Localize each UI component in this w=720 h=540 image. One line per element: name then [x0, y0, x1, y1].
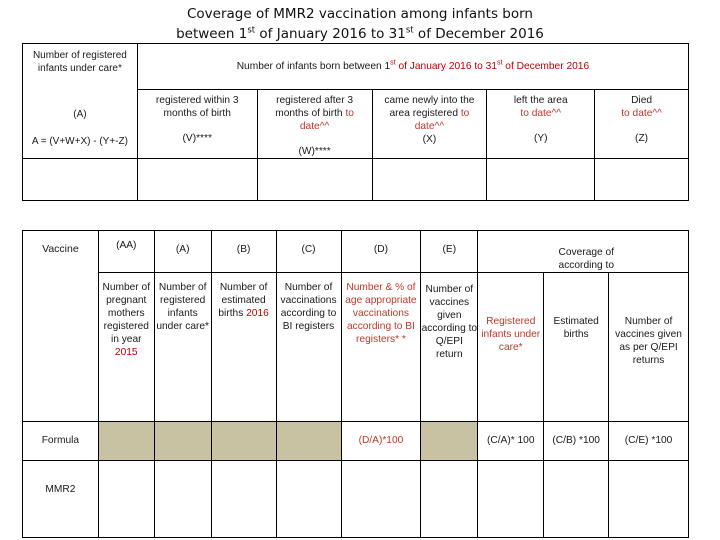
coverage-table	[22, 230, 689, 538]
empty-cell	[478, 461, 544, 538]
registered-infants-header: Number of registered infants under care* (A) A = (V+W+X) - (Y+-Z)	[23, 44, 138, 159]
formula-label: Formula	[23, 422, 99, 461]
page-title	[0, 4, 720, 44]
empty-cell	[276, 461, 341, 538]
title-line-1: Coverage of MMR2 vaccination among infants born	[187, 6, 533, 22]
empty-cell	[154, 461, 211, 538]
desc-aa: Number of pregnant mothers registered in year 2015	[98, 273, 154, 422]
empty-cell	[595, 159, 689, 201]
col-left-area: left the area to date^^ (Y)	[487, 90, 595, 159]
formula-cov3: (C/E) *100	[609, 422, 689, 461]
code-aa: (AA)	[98, 231, 154, 273]
empty-cell	[211, 461, 276, 538]
code-c: (C)	[276, 231, 341, 273]
empty-cell	[609, 461, 689, 538]
title-line-2: between 1st of January 2016 to 31st of December 2016	[176, 25, 544, 42]
code-b: (B)	[211, 231, 276, 273]
formula-cov2: (C/B) *100	[544, 422, 609, 461]
code-e: (E)	[421, 231, 478, 273]
registration-table	[22, 43, 689, 201]
code-d: (D)	[341, 231, 421, 273]
mmr-label: MMR2	[23, 461, 99, 538]
col-died: Died to date^^ (Z)	[595, 90, 689, 159]
cov-estimated: Estimated births	[544, 273, 609, 422]
formula-aa	[98, 422, 154, 461]
formula-e	[421, 422, 478, 461]
desc-c: Number of vaccinations according to BI registers	[276, 273, 341, 422]
desc-a: Number of registered infants under care*	[154, 273, 211, 422]
empty-cell	[544, 461, 609, 538]
cov-epi: Number of vaccines given as per Q/EPI returns	[609, 273, 689, 422]
formula-cov1: (C/A)* 100	[478, 422, 544, 461]
desc-d: Number & % of age appropriate vaccinations according to BI registers* *	[341, 273, 421, 422]
formula-d: (D/A)*100	[341, 422, 421, 461]
empty-cell	[372, 159, 487, 201]
vaccine-label: Vaccine	[23, 231, 99, 422]
formula-b	[211, 422, 276, 461]
empty-cell	[257, 159, 372, 201]
desc-e: Number of vaccines given according to Q/EPI return	[421, 273, 478, 422]
col-registered-within: registered within 3 months of birth (V)****	[137, 90, 257, 159]
empty-cell	[341, 461, 421, 538]
desc-b: Number of estimated births 2016	[211, 273, 276, 422]
coverage-header: Coverage of according to	[478, 231, 689, 273]
empty-cell	[421, 461, 478, 538]
empty-cell	[23, 159, 138, 201]
col-registered-after: registered after 3 months of birth to date^^ (W)****	[257, 90, 372, 159]
formula-a	[154, 422, 211, 461]
col-came-newly: came newly into the area registered to date^^ (X)	[372, 90, 487, 159]
code-a: (A)	[154, 231, 211, 273]
empty-cell	[137, 159, 257, 201]
cov-registered: Registered infants under care*	[478, 273, 544, 422]
born-period-header: Number of infants born between 1st of January 2016 to 31st of December 2016	[137, 44, 688, 90]
empty-cell	[98, 461, 154, 538]
empty-cell	[487, 159, 595, 201]
formula-c	[276, 422, 341, 461]
